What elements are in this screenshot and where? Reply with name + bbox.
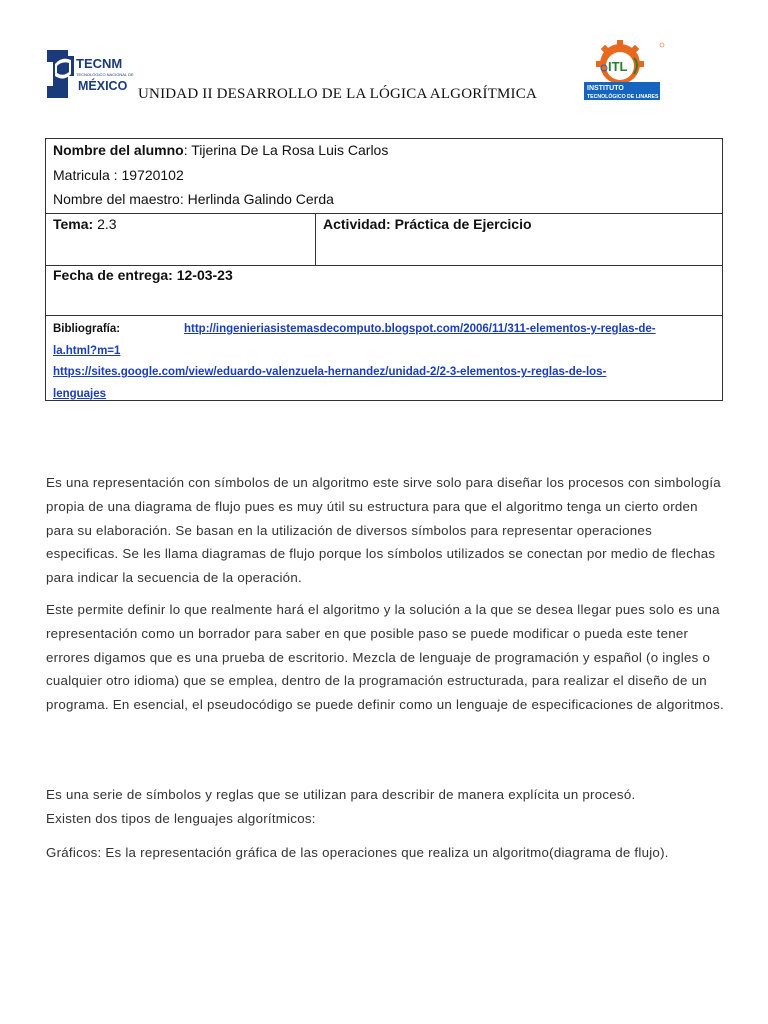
topic-value: 2.3 [93,216,117,232]
teacher-line: Nombre del maestro: Herlinda Galindo Cerda [53,191,334,207]
bibliography-link-1-cont[interactable]: la.html?m=1 [53,344,121,357]
svg-text:ITL: ITL [608,59,628,74]
svg-text:INSTITUTO: INSTITUTO [587,85,624,92]
itl-gear-icon [582,40,668,102]
student-name-label: Nombre del alumno [53,142,184,158]
bibliography-link-1[interactable]: http://ingenieriasistemasdecomputo.blogspot.com/2006/11/311-elementos-y-reglas-de- [184,323,656,335]
student-name-value: : Tijerina De La Rosa Luis Carlos [183,142,389,158]
bibliography-row [46,316,722,400]
matricula-line: Matricula : 19720102 [53,166,184,183]
svg-text:TECNOLÓGICO DE LINARES: TECNOLÓGICO DE LINARES [587,94,659,100]
document-title: UNIDAD II DESARROLLO DE LA LÓGICA ALGORÍTMICA [138,86,537,102]
bibliography-label: Bibliografía: [53,323,121,335]
student-name-line [53,140,715,165]
topic-label: Tema: [53,216,94,232]
bibliography-link-2[interactable]: https://sites.google.com/view/eduardo-valenzuela-hernandez/unidad-2/2-3-elementos-y-reglas-de-los- [53,366,607,378]
paragraph-languages-line-1: Es una serie de símbolos y reglas que se utilizan para describir de manera explícita un procesó. [46,787,636,802]
svg-text:TECNOLÓGICO NACIONAL DE: TECNOLÓGICO NACIONAL DE [76,72,134,77]
due-date-label: Fecha de entrega: 12-03-23 [53,267,233,283]
bibliography-link-2-cont[interactable]: lenguajes [53,387,107,400]
topic-cell [46,214,316,265]
student-info-table [45,138,723,401]
paragraph-languages-line-2: Existen dos tipos de lenguajes algorítmicos: [46,810,316,826]
tecnm-logo [44,46,144,102]
paragraph-pseudocode: Este permite definir lo que realmente hará el algoritmo y la solución a la que se desea llegar pues solo es una representación como un borrador para saber en que posible paso se puede modificar o pueda este tener errores digamos que es una prueba de escritorio. Mezcla de lenguaje de programación y español (o ingles o cualquier otro idioma) que se emplea, dentro de la programación estructurada, para realizar el diseño de un programa. En esencial, el pseudocódigo se puede definir como un lenguaje de especificaciones de algoritmos. [46,602,724,713]
svg-text:TECNM: TECNM [76,56,123,71]
tecnm-emblem-icon [44,46,144,102]
activity-cell [316,214,722,265]
itl-logo [582,40,668,102]
svg-text:MÉXICO: MÉXICO [78,79,128,93]
activity-label: Actividad: Práctica de Ejercicio [323,216,532,232]
paragraph-flowchart: Es una representación con símbolos de un algoritmo este sirve solo para diseñar los procesos con simbología propia de una diagrama de flujo pues es muy útil su estructura para que el algoritmo tenga un cierto orden para su elaboración. Se basan en la utilización de diversos símbolos para representar operaciones especificas. Se les llama diagramas de flujo porque los símbolos utilizados se conectan por medio de flechas para indicar la secuencia de la operación. [46,475,721,586]
due-date-row [46,266,722,316]
topic-activity-row [46,214,722,266]
paragraph-graphic: Gráficos: Es la representación gráfica de las operaciones que realiza un algoritmo(diagrama de flujo). [46,845,669,860]
paragraph-languages [46,783,726,831]
student-info-section [46,139,722,214]
